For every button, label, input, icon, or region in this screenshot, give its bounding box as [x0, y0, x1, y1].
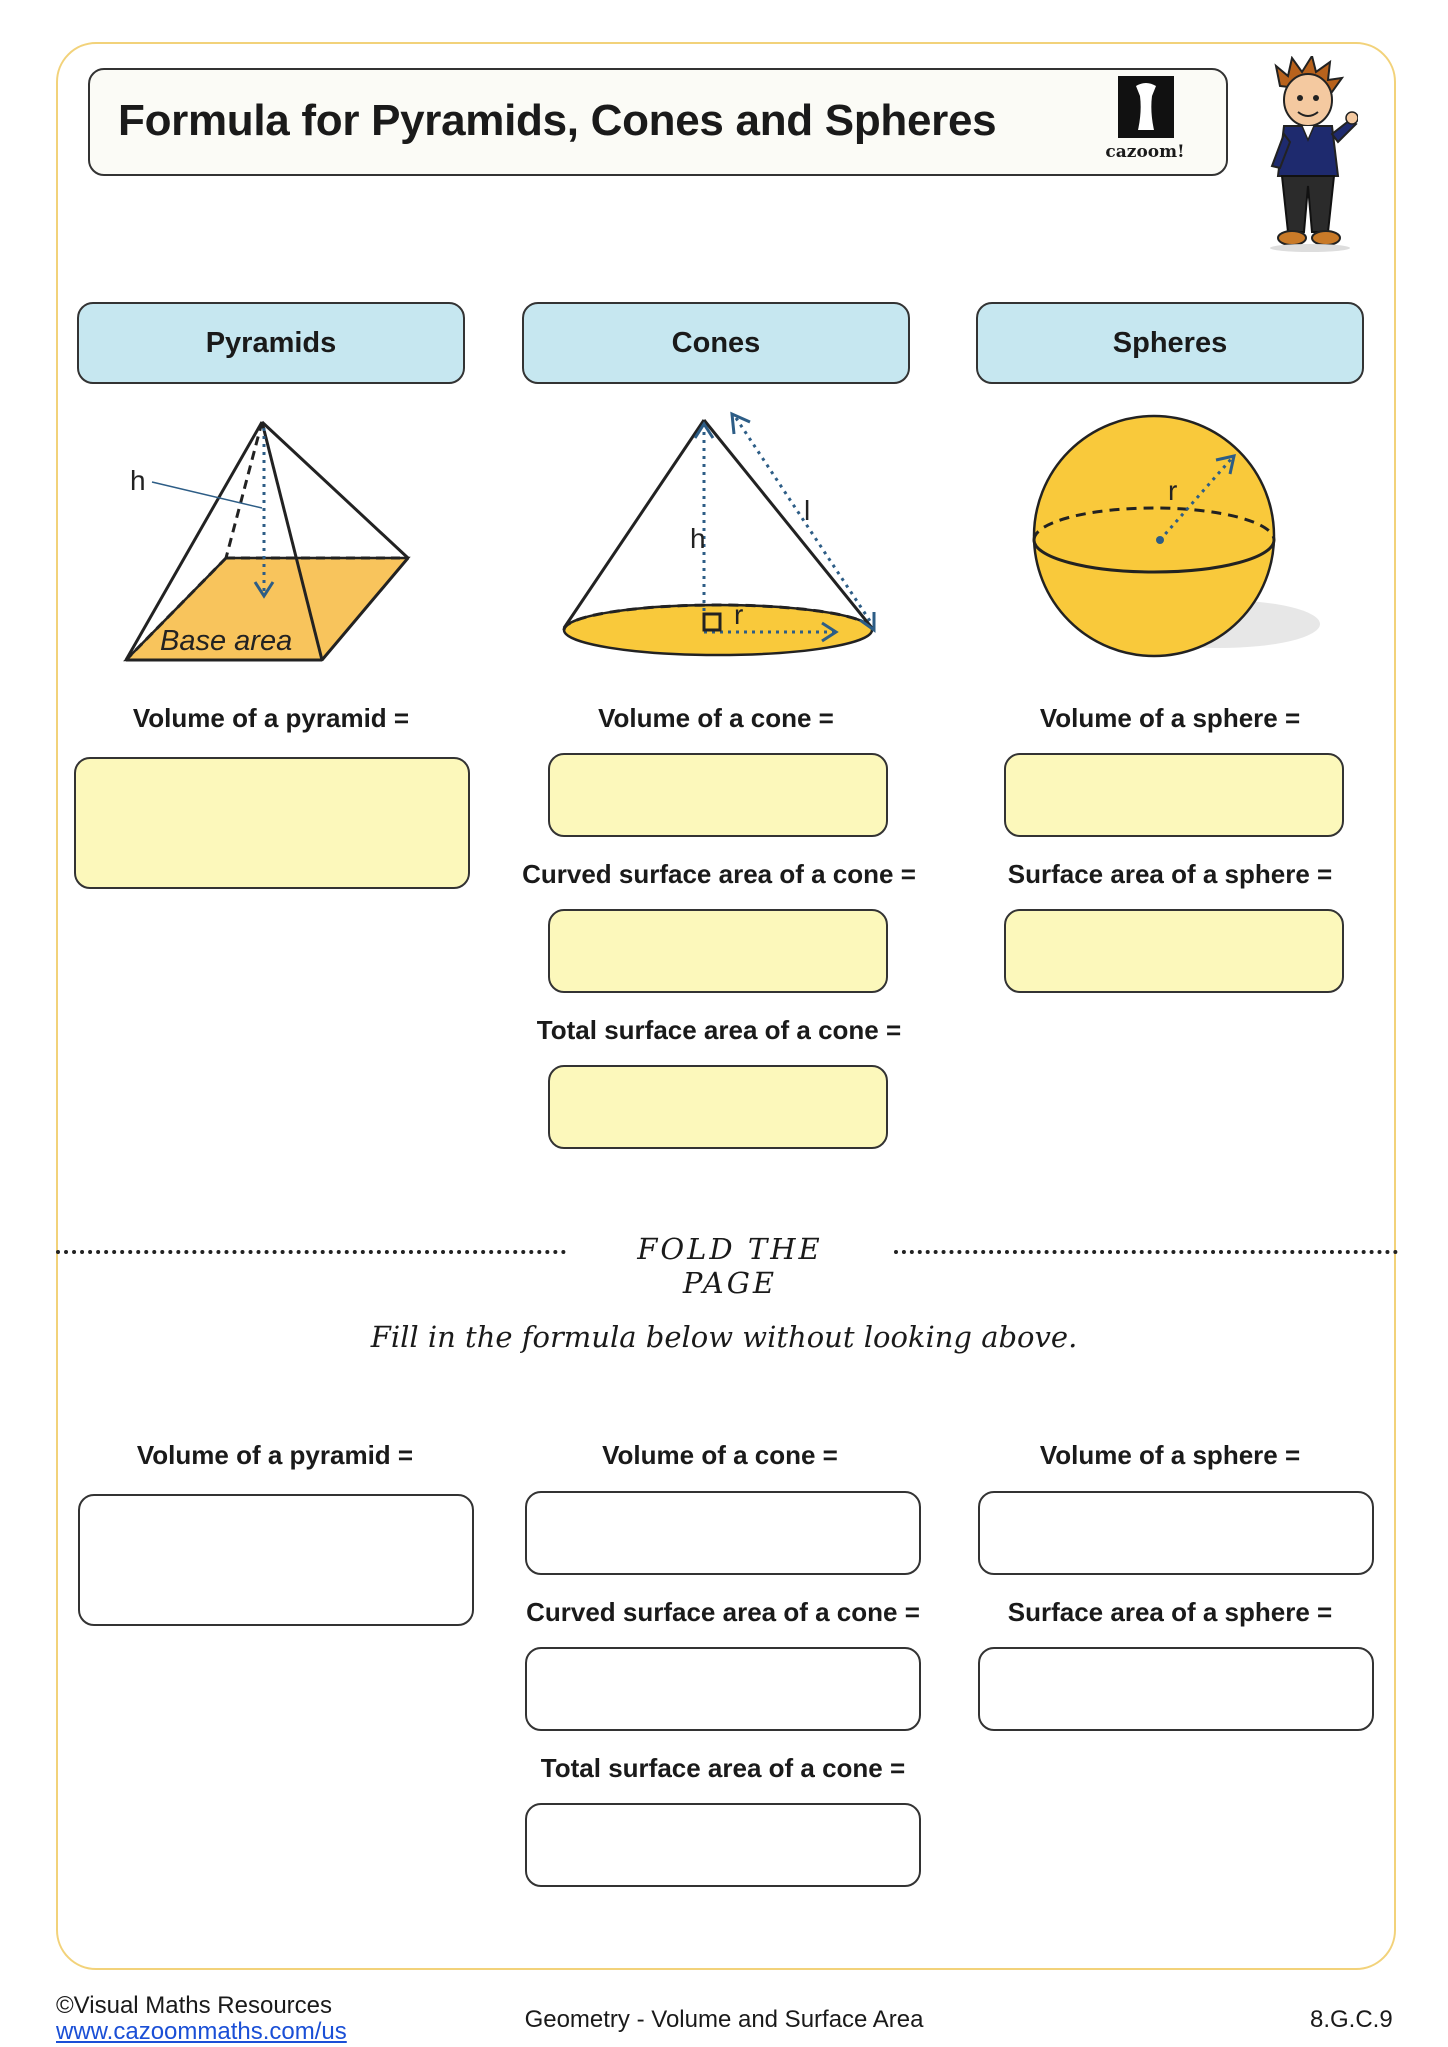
cone-diagram	[552, 408, 892, 668]
answer-box-volume-sphere[interactable]	[1004, 753, 1344, 837]
header-spheres: Spheres	[976, 302, 1364, 384]
label-volume-pyramid: Volume of a pyramid =	[132, 703, 410, 733]
header-pyramids: Pyramids	[77, 302, 465, 384]
header-cones: Cones	[522, 302, 910, 384]
label-volume-sphere-2: Volume of a sphere =	[1039, 1440, 1301, 1470]
label-volume-cone: Volume of a cone =	[598, 703, 834, 733]
answer-box-volume-cone-2[interactable]	[525, 1491, 921, 1575]
cazoom-logo	[1090, 72, 1200, 170]
label-total-sa-cone: Total surface area of a cone =	[536, 1015, 902, 1045]
cartoon-boy-icon	[1258, 56, 1358, 252]
footer-standard: 8.G.C.9	[1310, 2006, 1393, 2033]
fold-line-right	[894, 1250, 1398, 1254]
footer-copyright: ©Visual Maths Resources	[56, 1992, 333, 2019]
answer-box-volume-sphere-2[interactable]	[978, 1491, 1374, 1575]
page-title: Formula for Pyramids, Cones and Spheres	[118, 96, 997, 145]
logo-icon	[1090, 72, 1200, 142]
logo-text: cazoom!	[1105, 142, 1185, 162]
pyramid-h-label: h	[130, 465, 146, 496]
label-curved-sa-cone: Curved surface area of a cone =	[522, 859, 916, 889]
label-total-sa-cone-2: Total surface area of a cone =	[540, 1753, 906, 1783]
fold-text: FOLD THE PAGE	[637, 1232, 823, 1300]
answer-box-curved-sa-cone-2[interactable]	[525, 1647, 921, 1731]
title-box	[88, 68, 1228, 176]
label-curved-sa-cone-2: Curved surface area of a cone =	[526, 1597, 920, 1627]
answer-box-volume-pyramid[interactable]	[74, 757, 470, 889]
pyramid-base-label: Base area	[160, 625, 293, 657]
sphere-r-label: r	[1168, 475, 1178, 506]
cone-h-label: h	[690, 523, 706, 554]
answer-box-total-sa-cone-2[interactable]	[525, 1803, 921, 1887]
answer-box-sa-sphere[interactable]	[1004, 909, 1344, 993]
cone-r-label: r	[734, 599, 744, 630]
label-volume-sphere: Volume of a sphere =	[1039, 703, 1301, 733]
fold-line-left	[56, 1250, 566, 1254]
footer-website-link[interactable]: www.cazoommaths.com/us	[56, 2018, 347, 2045]
label-volume-pyramid-2: Volume of a pyramid =	[136, 1440, 414, 1470]
answer-box-volume-pyramid-2[interactable]	[78, 1494, 474, 1626]
answer-box-sa-sphere-2[interactable]	[978, 1647, 1374, 1731]
footer-topic: Geometry - Volume and Surface Area	[524, 2006, 924, 2033]
answer-box-curved-sa-cone[interactable]	[548, 909, 888, 993]
sphere-diagram	[1030, 414, 1340, 674]
sphere-shape	[1034, 416, 1274, 656]
label-sa-sphere: Surface area of a sphere =	[1007, 859, 1333, 889]
answer-box-total-sa-cone[interactable]	[548, 1065, 888, 1149]
instruction-text: Fill in the formula below without looking above.	[370, 1320, 1078, 1354]
cone-l-label: l	[804, 495, 811, 526]
label-sa-sphere-2: Surface area of a sphere =	[1007, 1597, 1333, 1627]
answer-box-volume-cone[interactable]	[548, 753, 888, 837]
label-volume-cone-2: Volume of a cone =	[602, 1440, 838, 1470]
pyramid-diagram	[110, 410, 430, 670]
